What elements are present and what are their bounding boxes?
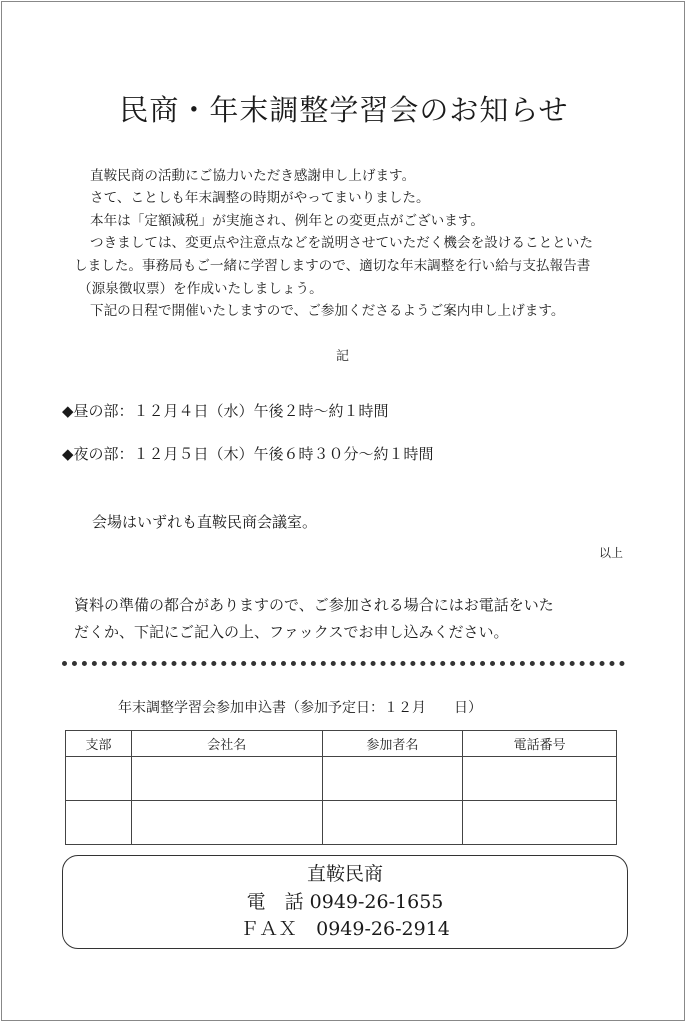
body-line: 本年は「定額減税」が実施され、例年との変更点がございます。 xyxy=(90,213,484,229)
contact-fax: ＦＡＸ 0949-26-2914 xyxy=(240,918,450,940)
contact-phone: 電 話 0949-26-1655 xyxy=(246,891,444,913)
phone-cell[interactable] xyxy=(463,801,617,845)
ijou-text: 以上 xyxy=(599,546,624,560)
header-participant: 参加者名 xyxy=(322,731,463,757)
cut-line xyxy=(62,661,625,666)
contact-box xyxy=(62,855,628,949)
header-phone: 電話番号 xyxy=(463,731,617,757)
body-line: つきましては、変更点や注意点などを説明させていただく機会を設けることといた xyxy=(90,235,593,251)
company-cell[interactable] xyxy=(131,757,322,801)
form-title: 年末調整学習会参加申込書（参加予定日：１２月 日） xyxy=(118,700,482,716)
branch-cell[interactable] xyxy=(66,757,132,801)
participant-cell[interactable] xyxy=(322,757,463,801)
application-table xyxy=(65,730,617,845)
header-company: 会社名 xyxy=(131,731,322,757)
participant-cell[interactable] xyxy=(322,801,463,845)
header-branch: 支部 xyxy=(66,731,132,757)
table-row xyxy=(66,801,617,845)
schedule-day: ◆昼の部：１２月４日（水）午後２時～約１時間 xyxy=(62,402,389,420)
body-line: （源泉徴収票）を作成いたしましょう。 xyxy=(78,281,323,297)
notice-line: だくか、下記にご記入の上、ファックスでお申し込みください。 xyxy=(74,623,509,641)
body-line: さて、ことしも年末調整の時期がやってまいりました。 xyxy=(90,190,430,206)
table-header-row xyxy=(66,731,617,757)
company-cell[interactable] xyxy=(131,801,322,845)
schedule-night: ◆夜の部：１２月５日（木）午後６時３０分～約１時間 xyxy=(62,445,434,463)
page-title: 民商・年末調整学習会のお知らせ xyxy=(119,93,569,127)
venue-text: 会場はいずれも直鞍民商会議室。 xyxy=(92,513,318,531)
body-line: 下記の日程で開催いたしますので、ご参加くださるようご案内申し上げます。 xyxy=(90,303,565,319)
body-line: 直鞍民商の活動にご協力いただき感謝申し上げます。 xyxy=(90,168,416,184)
phone-cell[interactable] xyxy=(463,757,617,801)
contact-org: 直鞍民商 xyxy=(306,863,383,885)
table-row xyxy=(66,757,617,801)
branch-cell[interactable] xyxy=(66,801,132,845)
ki-heading: 記 xyxy=(336,349,350,364)
body-line: しました。事務局もご一緒に学習しますので、適切な年末調整を行い給与支払報告書 xyxy=(74,258,591,274)
notice-line: 資料の準備の都合がありますので、ご参加される場合にはお電話をいた xyxy=(74,596,554,614)
